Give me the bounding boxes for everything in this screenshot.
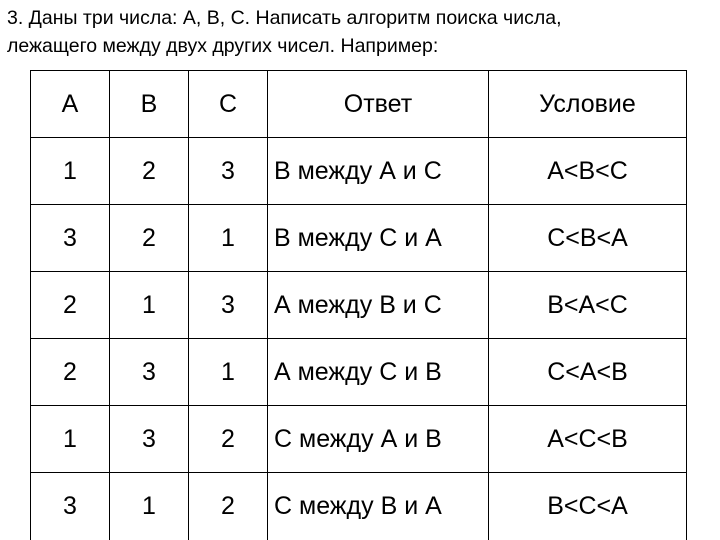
cell-a: 1 — [31, 406, 110, 473]
cell-c: 1 — [189, 339, 268, 406]
header-cell-answer: Ответ — [268, 71, 489, 138]
cell-b: 3 — [110, 339, 189, 406]
cell-a: 2 — [31, 272, 110, 339]
cell-condition: А<С<В — [489, 406, 687, 473]
cell-condition: С<В<А — [489, 205, 687, 272]
cell-b: 1 — [110, 272, 189, 339]
cell-b: 2 — [110, 138, 189, 205]
header-cell-condition: Условие — [489, 71, 687, 138]
table-row — [31, 406, 687, 473]
table-row — [31, 339, 687, 406]
cell-condition: В<С<А — [489, 473, 687, 540]
cell-c: 2 — [189, 473, 268, 540]
task-line-2: лежащего между двух других чисел. Например: — [7, 35, 439, 57]
cell-a: 2 — [31, 339, 110, 406]
cell-answer: А между В и С — [268, 272, 489, 339]
cell-answer: В между А и С — [268, 138, 489, 205]
task-statement — [7, 4, 713, 60]
cell-condition: А<В<С — [489, 138, 687, 205]
table-row — [31, 272, 687, 339]
table-row — [31, 138, 687, 205]
cell-a: 1 — [31, 138, 110, 205]
cell-condition: С<А<В — [489, 339, 687, 406]
answers-table — [30, 70, 687, 540]
cell-c: 1 — [189, 205, 268, 272]
cell-answer: С между В и А — [268, 473, 489, 540]
cell-a: 3 — [31, 205, 110, 272]
cell-answer: В между С и А — [268, 205, 489, 272]
cell-c: 3 — [189, 138, 268, 205]
cell-c: 3 — [189, 272, 268, 339]
cell-a: 3 — [31, 473, 110, 540]
cell-b: 2 — [110, 205, 189, 272]
header-cell-a: А — [31, 71, 110, 138]
cell-c: 2 — [189, 406, 268, 473]
cell-b: 3 — [110, 406, 189, 473]
header-cell-c: С — [189, 71, 268, 138]
cell-answer: С между А и В — [268, 406, 489, 473]
table-row — [31, 473, 687, 540]
table-header-row — [31, 71, 687, 138]
cell-b: 1 — [110, 473, 189, 540]
cell-answer: А между С и В — [268, 339, 489, 406]
cell-condition: В<А<С — [489, 272, 687, 339]
header-cell-b: В — [110, 71, 189, 138]
task-line-1: 3. Даны три числа: А, В, С. Написать алгоритм поиска числа, — [7, 7, 562, 29]
table-row — [31, 205, 687, 272]
